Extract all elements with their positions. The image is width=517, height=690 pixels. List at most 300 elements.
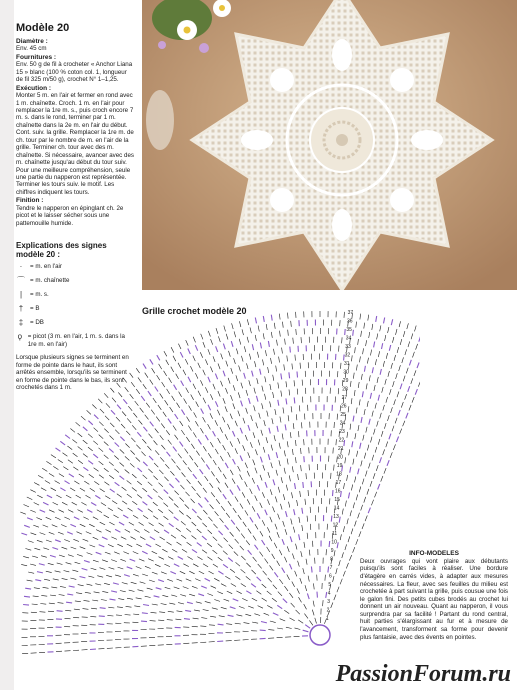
stitch-mark [230,490,233,495]
stitch-mark [130,373,134,378]
stitch-mark [51,455,56,458]
stitch-mark [375,359,376,365]
stitch-mark [217,410,220,416]
stitch-mark [120,559,126,561]
stitch-mark [382,343,383,349]
stitch-mark [371,350,372,356]
row-number: 23 [339,429,345,435]
stitch-mark [340,534,341,540]
stitch-mark [263,316,264,322]
stitch-mark [218,364,220,370]
doily-illustration [142,0,517,290]
stitch-mark [358,425,359,431]
stitch-mark [80,488,85,491]
stitch-mark [100,568,106,570]
stitch-mark [82,568,88,570]
stitch-mark [306,473,307,479]
stitch-mark [364,409,365,415]
stitch-mark [417,363,419,369]
stitch-mark [286,511,288,517]
stitch-mark [200,352,202,358]
stitch-mark [50,595,56,596]
row-number: 36 [347,318,353,325]
stitch-mark [59,555,65,557]
stitch-mark [164,477,168,481]
stitch-mark [115,575,121,577]
stitch-mark [244,346,246,352]
stitch-mark [397,392,399,398]
stitch-mark [350,381,351,387]
stitch-mark [347,518,348,524]
stitch-mark [225,463,228,468]
stitch-mark [114,552,120,554]
stitch-mark [177,579,183,581]
stitch-mark [127,481,132,485]
stitch-mark [159,364,162,369]
stitch-mark [112,398,116,403]
stitch-mark [164,351,167,356]
stitch-mark [260,369,261,375]
stitch-mark [256,396,258,402]
stitch-mark [232,479,235,484]
stitch-mark [254,614,260,616]
stitch-mark [233,431,235,437]
stitch-mark [221,381,223,387]
stitch-mark [261,622,267,623]
stitch-mark [211,339,213,345]
stitch-mark [352,355,353,361]
stitch-mark [213,550,218,554]
stitch-mark [90,616,96,617]
stitch-mark [242,329,244,335]
stitch-mark [191,444,194,449]
stitch-mark [287,441,288,447]
stitch-mark [104,482,109,486]
stitch-mark [392,426,394,432]
stitch-mark [366,383,367,389]
stitch-mark [301,448,302,454]
stitch-mark [184,619,190,620]
stitch-mark [213,431,216,436]
stitch-mark [104,583,110,584]
stitch-mark [105,496,110,499]
stitch-mark [235,539,239,544]
stitch-mark [236,349,238,355]
stitch-mark [120,476,125,480]
stitch-mark [373,473,375,479]
stitch-mark [360,314,361,320]
stitch-mark [381,431,383,437]
stitch-mark [152,551,157,554]
stitch-mark [252,598,257,601]
stitch-mark [198,363,201,368]
stitch-mark [162,382,165,387]
stitch-mark [169,484,173,488]
stitch-mark [140,537,145,540]
stitch-mark [201,586,207,588]
stitch-mark [123,399,127,404]
stitch-mark [242,598,247,601]
stitch-mark [174,517,179,521]
stitch-mark [275,524,277,530]
stitch-mark [46,517,52,519]
stitch-mark [367,358,368,364]
stitch-mark [419,336,420,342]
stitch-mark [297,500,298,506]
stitch-mark [43,502,48,505]
stitch-mark [91,568,97,570]
stitch-mark [149,434,153,439]
stitch-mark [279,550,282,555]
stitch-mark [149,580,155,582]
stitch-mark [177,466,181,471]
stitch-mark [250,517,253,522]
stitch-mark [192,486,196,491]
stitch-mark [125,444,129,448]
stitch-mark [197,557,202,560]
stitch-mark [117,607,123,608]
stitch-mark [251,584,256,588]
stitch-mark [145,415,149,420]
stitch-mark [263,333,264,339]
stitch-mark [168,611,174,612]
stitch-mark [100,522,105,525]
stitch-mark [32,556,38,558]
stitch-mark [59,474,64,477]
stitch-mark [299,597,302,602]
stitch-mark [215,449,218,454]
stitch-mark [277,340,278,346]
stitch-mark [158,496,163,500]
stitch-mark [76,422,81,426]
stitch-mark [117,405,121,410]
stitch-mark [195,373,198,379]
stitch-mark [377,421,379,427]
stitch-mark [325,575,326,581]
stitch-mark [27,497,33,500]
stitch-mark [127,494,132,498]
stitch-mark [262,584,267,588]
stitch-mark [99,475,104,479]
stitch-mark [50,555,56,557]
sign-item [16,277,134,285]
stitch-mark [378,395,379,401]
stitch-mark [266,324,267,330]
stitch-mark [386,442,388,448]
stitch-mark [148,469,152,473]
stitch-mark [284,364,285,370]
stitch-mark [315,618,317,624]
stitch-mark [148,509,153,513]
stitch-mark [276,452,277,458]
stitch-mark [358,382,359,388]
stitch-mark [383,405,385,411]
stitch-mark [341,491,342,497]
stitch-mark [109,475,114,479]
execution-value: Monter 5 m. en l'air et fermer en rond avec 1 m. chaînette. Croch. 1 m. en l'air pour remplacer la 1re m. s., puis croch encore 7 m. s. dans le rond, terminer par 1 m. chaînette dans la 2e m. en l'air du début. Cont. suiv. la grille. Remplacer la 1re m. de ch. tour par le nombre de m. en l'air de la grille. Terminer ch. tour avec des m. chaînette. Si nécessaire, avancer avec des m. chaînette jusqu'au début du tour suiv. Pour une meilleure compréhension, seule une partie du napperon est représentée. Terminer les tours suiv. le motif. Les chiffres indiquent les tours. [16,92,134,196]
binding-edge [0,0,14,690]
stitch-mark [73,453,78,457]
stitch-mark [137,495,142,499]
stitch-mark [115,430,119,434]
row-numbers [326,310,353,622]
stitch-mark [154,596,160,597]
stitch-mark [226,513,230,518]
stitch-mark [213,384,215,390]
stitch-mark [246,540,250,545]
stitch-mark [174,504,178,508]
stitch-mark [94,592,100,593]
stitch-mark [109,462,114,466]
stitch-mark [296,610,300,614]
stitch-mark [228,558,233,562]
stitch-mark [154,463,158,467]
stitch-mark [253,432,255,438]
stitch-mark [269,428,270,434]
stitch-mark [58,532,64,534]
stitch-mark [118,508,123,511]
stitch-mark [255,335,256,341]
stitch-mark [271,462,273,468]
stitch-mark [375,403,376,409]
stitch-mark [225,406,227,412]
stitch-mark [372,324,373,330]
stitch-mark [211,471,214,476]
stitch-mark [390,452,392,458]
stitch-mark [257,352,258,358]
stitch-mark [220,427,223,432]
stitch-mark [343,526,344,532]
stitch-mark [377,377,378,383]
stitch-mark [59,510,64,513]
stitch-mark [246,390,248,396]
stitch-mark [272,418,273,424]
stitch-mark [176,528,181,532]
stitch-mark [138,508,143,511]
stitch-mark [393,444,395,450]
stitch-mark [51,587,57,588]
stitch-mark [62,547,68,549]
stitch-mark [111,591,117,592]
stitch-mark [291,519,292,525]
stitch-mark [169,510,174,514]
stitch-mark [248,452,250,458]
stitch-mark [224,599,230,601]
stitch-mark [133,614,139,615]
stitch-mark [208,424,211,429]
stitch-mark [411,334,413,340]
stitch-mark [386,353,387,359]
stitch-mark [239,366,241,372]
stitch-mark [28,572,34,573]
stitch-mark [260,457,262,463]
stitch-mark [364,497,366,503]
stitch-mark [349,555,351,561]
stitch-mark [25,588,31,589]
stitch-mark [241,401,243,407]
row-number: 35 [346,327,352,333]
stitch-mark [239,606,245,608]
stitch-mark [385,335,386,341]
stitch-mark [329,541,330,547]
stitch-mark [253,460,255,466]
stitch-mark [65,610,71,611]
stitch-mark [227,591,232,594]
stitch-mark [289,593,293,598]
stitch-mark [298,620,303,623]
stitch-mark [290,347,291,353]
stitch-mark [277,605,282,608]
stitch-mark [263,465,265,471]
stitch-mark [405,394,407,400]
stitch-mark [195,462,199,467]
stitch-mark [279,460,280,466]
stitch-mark [286,627,292,628]
stitch-mark [88,461,93,465]
stitch-mark [205,435,208,440]
row-number: 5 [328,582,332,588]
stitch-mark [100,608,106,609]
stitch-mark [290,618,295,621]
stitch-mark [97,576,103,578]
stitch-mark [52,548,58,550]
stitch-mark [81,416,86,420]
stitch-mark [280,417,281,423]
stitch-mark [414,370,416,376]
stitch-mark [155,450,159,455]
stitch-mark [193,356,196,362]
stitch-mark [291,321,292,327]
stitch-mark [93,517,98,520]
row-number: 31 [344,361,350,367]
stitch-mark [145,596,151,597]
stitch-mark [151,410,155,415]
stitch-mark [88,434,93,438]
stitch-mark [234,331,236,337]
stitch-mark [348,536,350,542]
stitch-mark [217,592,223,594]
stitch-mark [31,612,37,613]
stitch-mark [413,352,415,358]
stitch-mark [240,456,242,462]
stitch-mark [295,355,296,361]
stitch-mark [202,523,206,527]
stitch-mark [174,564,179,567]
stitch-mark [52,525,58,527]
stitch-mark [269,536,272,541]
stitch-mark [270,621,276,623]
stitch-mark [380,369,381,375]
stitch-mark [223,564,228,568]
stitch-mark [104,515,109,518]
stitch-mark [356,539,358,545]
stitch-mark [27,518,33,520]
stitch-mark [357,451,358,457]
stitch-mark [77,554,83,556]
stitch-mark [104,429,108,433]
stitch-mark [218,391,220,397]
stitch-mark [273,479,275,485]
stitch-mark [370,481,372,487]
stitch-mark [399,365,401,371]
stitch-mark [341,363,342,369]
stitch-mark [63,467,68,470]
stitch-mark [156,417,160,422]
stitch-mark [218,544,223,548]
stitch-mark [245,482,248,487]
stitch-mark [170,471,174,475]
stitch-mark [75,562,81,564]
stitch-mark [278,383,279,389]
stitch-mark [348,406,349,412]
stitch-mark [246,563,250,567]
stitch-mark [290,432,291,438]
stitch-mark [83,609,89,610]
stitch-mark [74,481,79,484]
stitch-mark [111,537,117,540]
stitch-mark [125,529,130,532]
stitch-mark [273,507,275,513]
stitch-mark [170,572,176,574]
stitch-mark [174,587,180,589]
stitch-mark [220,456,223,461]
stitch-mark [210,367,212,373]
sign-text: = B [30,305,40,313]
stitch-mark [78,433,83,437]
stitch-mark [361,374,362,380]
stitch-mark [124,575,130,577]
stitch-mark [272,598,277,602]
stitch-mark [207,594,213,596]
stitch-mark [228,501,231,506]
stitch-mark [367,445,369,451]
stitch-mark [120,449,124,453]
stitch-mark [334,465,335,471]
stitch-mark [165,587,171,589]
stitch-mark [84,481,89,484]
stitch-mark [210,616,216,617]
stitch-mark [407,323,409,329]
stitch-mark [230,569,235,573]
stitch-mark [93,441,98,445]
stitch-mark [178,557,183,560]
stitch-mark [293,423,294,429]
stitch-mark [274,572,278,577]
stitch-mark [247,319,248,325]
stitch-mark [197,543,202,547]
stitch-mark [214,600,220,602]
stitch-mark [64,571,70,572]
stitch-mark [178,603,184,604]
stitch-mark [385,379,387,385]
stitch-mark [55,517,61,520]
stitch-mark [196,451,199,456]
stitch-mark [188,426,191,431]
stitch-mark [207,543,212,547]
stitch-mark [76,495,81,498]
stitch-mark [187,602,193,603]
stitch-mark [164,530,169,533]
stitch-mark [79,474,84,477]
stitch-mark [48,563,54,565]
stitch-mark [403,376,405,382]
row-number: 26 [341,403,347,410]
stitch-mark [236,591,241,594]
stitch-mark [153,398,156,403]
stitch-mark [93,560,99,562]
stitch-mark [132,474,137,478]
stitch-mark [97,510,102,513]
